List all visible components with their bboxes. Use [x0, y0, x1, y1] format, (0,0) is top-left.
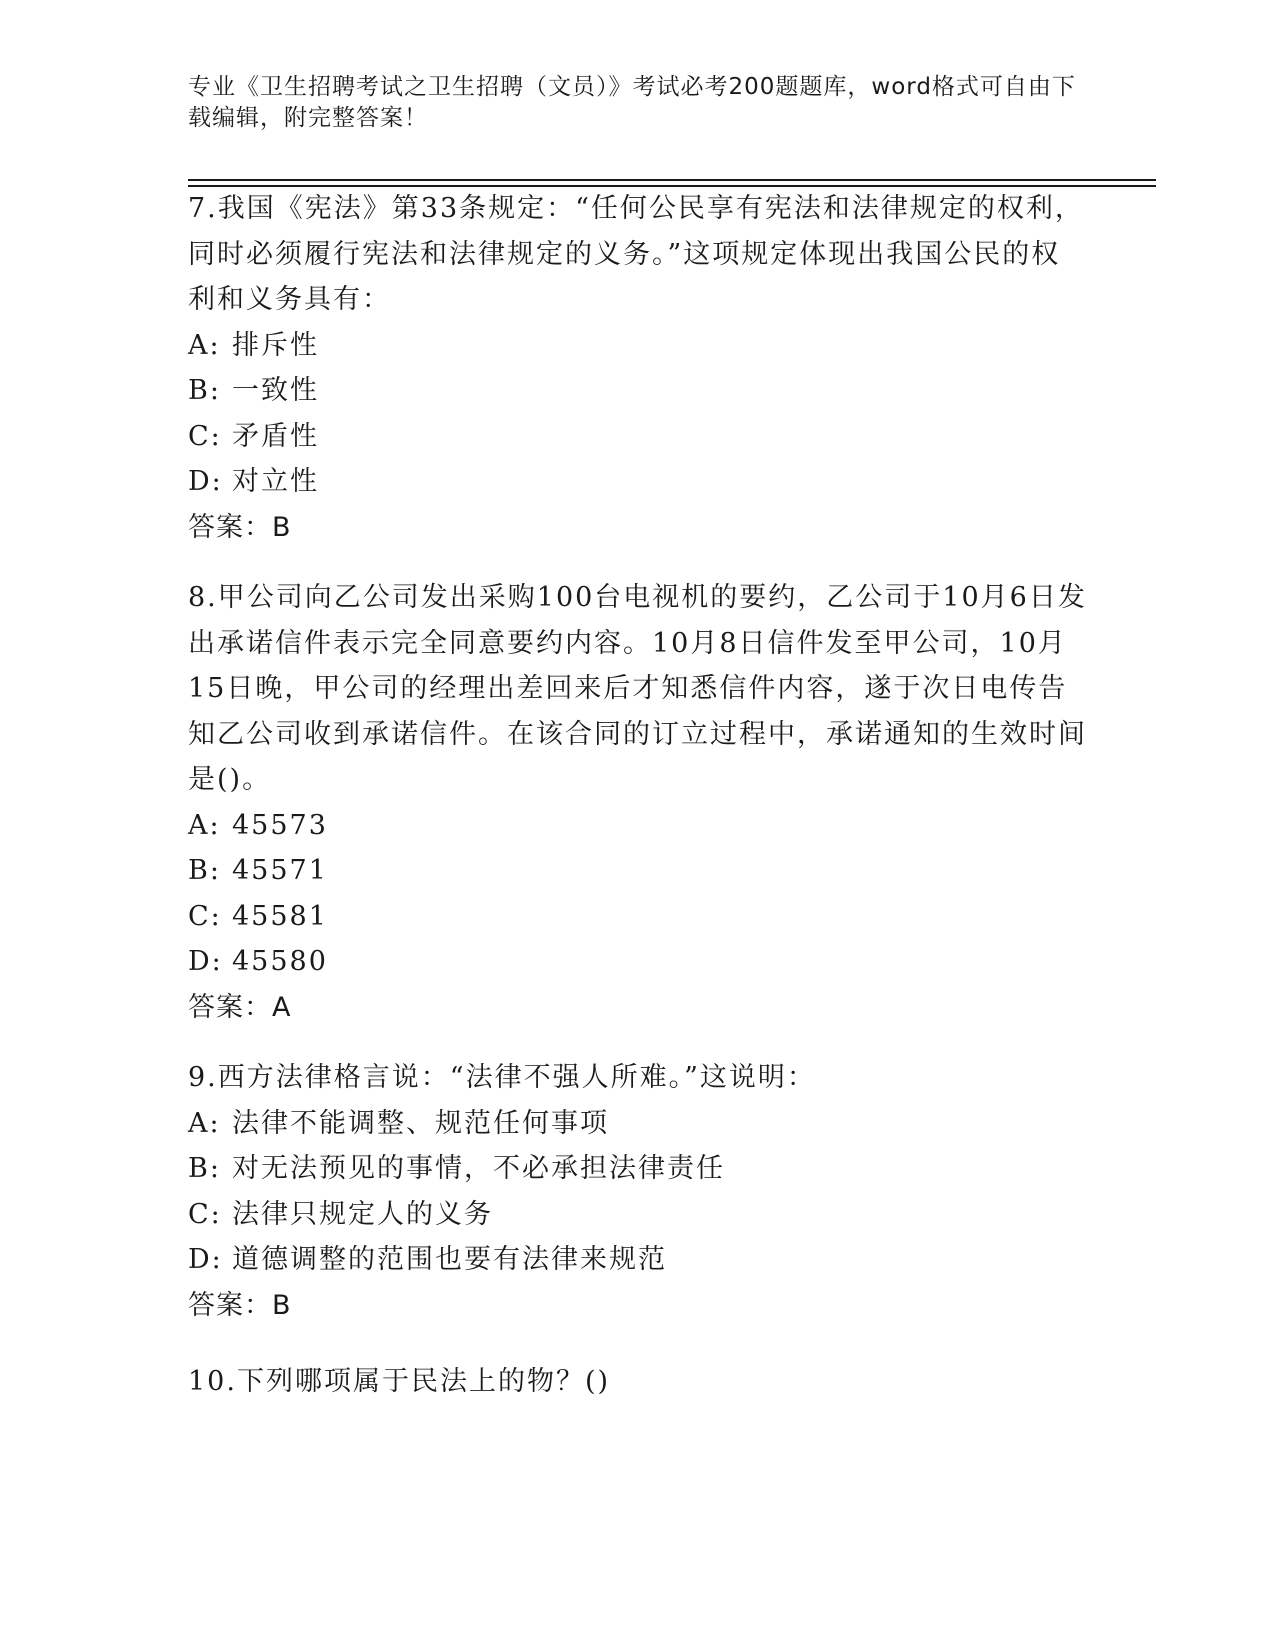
- header-divider-top: [188, 179, 1156, 181]
- option-d: [188, 1237, 1088, 1283]
- option-letter: C:: [188, 420, 222, 452]
- answer-line: 答案：B: [188, 511, 292, 543]
- option-letter: B:: [188, 375, 221, 406]
- option-text: 道德调整的范围也要有法律来规范: [232, 1244, 667, 1275]
- option-text: 45571: [232, 855, 328, 886]
- document-header: 专业《卫生招聘考试之卫生招聘（文员）》考试必考200题题库，word格式可自由下载编辑，附完整答案！: [188, 74, 1076, 131]
- option-letter: C:: [188, 900, 222, 932]
- option-a: [188, 803, 1088, 849]
- option-text: 45580: [232, 946, 328, 977]
- option-text: 法律只规定人的义务: [232, 1198, 493, 1230]
- question-8: [188, 575, 1088, 1031]
- option-c: [188, 894, 1088, 940]
- option-letter: B:: [188, 855, 221, 886]
- option-text: 对无法预见的事情，不必承担法律责任: [232, 1153, 725, 1184]
- option-letter: C:: [188, 1198, 222, 1230]
- answer-line: 答案：A: [188, 991, 292, 1023]
- option-text: 45573: [232, 809, 328, 841]
- option-text: 排斥性: [232, 329, 319, 361]
- question-stem: 9.西方法律格言说：“法律不强人所难。”这说明：: [188, 1062, 816, 1093]
- question-stem: 8.甲公司向乙公司发出采购100台电视机的要约，乙公司于10月6日发出承诺信件表示完全同意要约内容。10月8日信件发至甲公司，10月15日晚，甲公司的经理出差回来后才知悉信件内容，遂于次日电传告知乙公司收到承诺信件。在该合同的订立过程中，承诺通知的生效时间是()。: [188, 582, 1087, 795]
- option-letter: D:: [188, 466, 223, 497]
- question-10: [188, 1359, 1088, 1405]
- option-c: [188, 1192, 1088, 1238]
- option-letter: D:: [188, 946, 223, 977]
- option-a: [188, 1101, 1088, 1147]
- option-letter: D:: [188, 1244, 223, 1275]
- option-a: [188, 323, 1088, 369]
- question-7: [188, 186, 1088, 551]
- question-stem: 7.我国《宪法》第33条规定：“任何公民享有宪法和法律规定的权利，同时必须履行宪法和法律规定的义务。”这项规定体现出我国公民的权利和义务具有：: [188, 193, 1084, 315]
- question-stem: 10.下列哪项属于民法上的物？(): [188, 1366, 611, 1397]
- question-9: [188, 1055, 1088, 1329]
- option-letter: A:: [188, 1107, 221, 1139]
- option-b: [188, 1146, 1088, 1192]
- option-text: 法律不能调整、规范任何事项: [232, 1107, 609, 1139]
- answer-line: 答案：B: [188, 1289, 292, 1321]
- option-d: [188, 939, 1088, 985]
- option-letter: B:: [188, 1153, 221, 1184]
- option-b: [188, 848, 1088, 894]
- option-text: 矛盾性: [232, 420, 319, 452]
- option-text: 一致性: [232, 375, 319, 406]
- option-d: [188, 459, 1088, 505]
- option-letter: A:: [188, 329, 221, 361]
- option-b: [188, 368, 1088, 414]
- option-text: 对立性: [232, 466, 319, 497]
- option-c: [188, 414, 1088, 460]
- option-letter: A:: [188, 809, 221, 841]
- option-text: 45581: [232, 900, 328, 932]
